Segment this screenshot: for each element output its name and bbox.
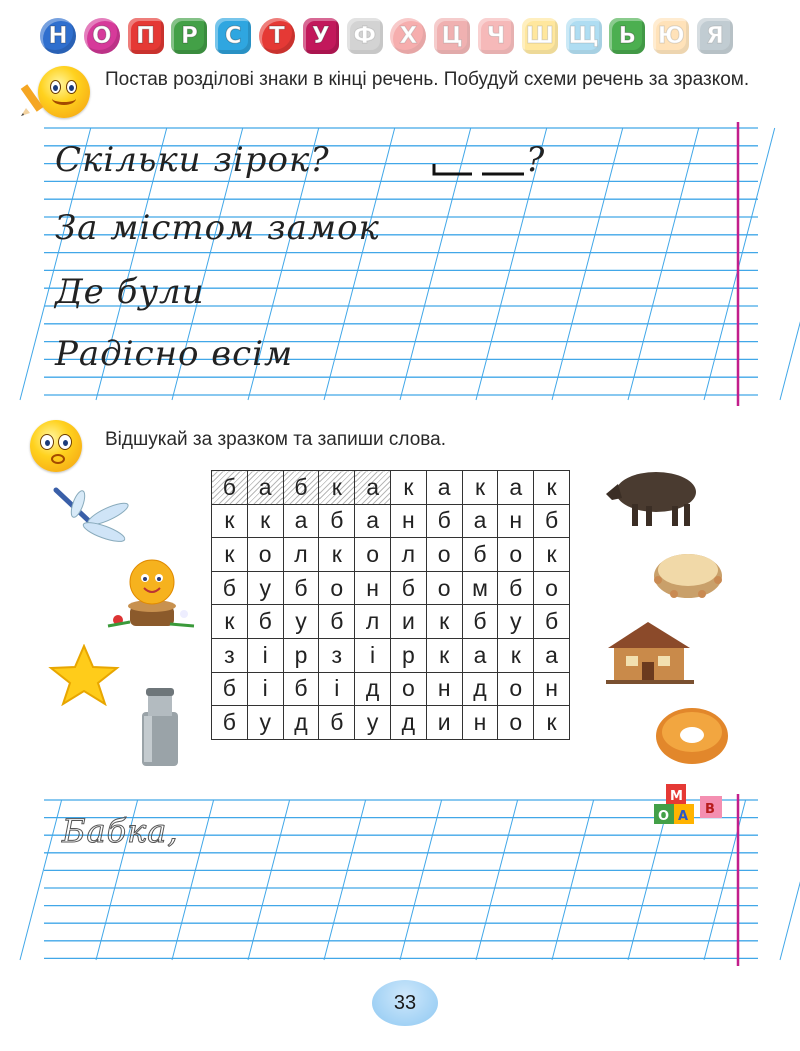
grid-cell: к [426, 605, 462, 639]
alphabet-letter: О [84, 18, 120, 54]
grid-cell: о [498, 672, 534, 706]
grid-cell: а [462, 504, 498, 538]
letter-cubes-picture [652, 782, 728, 828]
grid-cell: к [212, 538, 248, 572]
grid-cell: о [426, 571, 462, 605]
boar-picture [604, 460, 714, 530]
alphabet-letter: Х [390, 18, 426, 54]
sentence-1: Скільки зірок? [55, 140, 330, 180]
grid-cell: у [498, 605, 534, 639]
grid-cell: л [390, 538, 426, 572]
alphabet-letter: Н [40, 18, 76, 54]
page-number: 33 [372, 980, 438, 1026]
grid-cell: д [390, 706, 426, 740]
cube-o: О [658, 809, 670, 824]
cube-m: М [670, 789, 683, 804]
grid-cell: о [247, 538, 283, 572]
alphabet-letter: Щ [566, 18, 602, 54]
milk-can-picture [134, 684, 186, 770]
grid-cell: к [319, 471, 355, 505]
grid-cell: а [498, 471, 534, 505]
cube-v: В [705, 802, 715, 817]
slant-line [20, 800, 62, 960]
grid-cell: а [283, 504, 319, 538]
house-picture [598, 618, 700, 688]
sentence-4: Радісно всім [55, 334, 294, 374]
slant-line [780, 128, 800, 400]
grid-cell: к [534, 538, 570, 572]
slant-line [248, 800, 290, 960]
alphabet-letter: Ф [347, 18, 383, 54]
grid-row [212, 538, 570, 572]
slant-line [552, 800, 594, 960]
grid-cell: к [390, 471, 426, 505]
grid-cell: р [390, 638, 426, 672]
slant-line [400, 800, 442, 960]
grid-cell: к [534, 706, 570, 740]
grid-row [212, 605, 570, 639]
grid-cell: к [498, 638, 534, 672]
grid-cell: о [498, 706, 534, 740]
grid-cell: б [283, 571, 319, 605]
grid-cell: б [212, 471, 248, 505]
grid-cell: і [247, 638, 283, 672]
grid-cell: д [283, 706, 319, 740]
grid-cell: к [462, 471, 498, 505]
grid-cell: і [355, 638, 391, 672]
grid-cell: б [319, 706, 355, 740]
grid-cell: д [462, 672, 498, 706]
alphabet-letter: Ь [609, 18, 645, 54]
grid-row [212, 706, 570, 740]
grid-cell: л [283, 538, 319, 572]
grid-cell: б [319, 605, 355, 639]
grid-cell: і [319, 672, 355, 706]
grid-cell: б [212, 706, 248, 740]
grid-cell: у [283, 605, 319, 639]
grid-cell: и [426, 706, 462, 740]
grid-cell: н [462, 706, 498, 740]
word-search-grid [211, 470, 570, 740]
grid-cell: к [319, 538, 355, 572]
grid-cell: к [247, 504, 283, 538]
alphabet-letter: П [128, 18, 164, 54]
grid-row [212, 672, 570, 706]
kolobok-picture [100, 556, 200, 632]
scheme-question-mark: ? [526, 140, 546, 180]
cube-a: А [678, 809, 689, 824]
grid-cell: д [355, 672, 391, 706]
grid-cell: а [534, 638, 570, 672]
grid-cell: б [390, 571, 426, 605]
grid-cell: б [426, 504, 462, 538]
slant-line [476, 800, 518, 960]
smiley-thinking-icon [30, 420, 82, 472]
slant-line [324, 800, 366, 960]
grid-cell: к [534, 471, 570, 505]
grid-cell: з [212, 638, 248, 672]
sentence-2: За містом замок [55, 208, 380, 248]
grid-cell: л [355, 605, 391, 639]
alphabet-letter: У [303, 18, 339, 54]
dragonfly-picture [50, 482, 132, 548]
grid-cell: б [283, 471, 319, 505]
grid-cell: з [319, 638, 355, 672]
grid-cell: а [355, 504, 391, 538]
grid-cell: а [426, 471, 462, 505]
alphabet-letter: Ц [434, 18, 470, 54]
grid-cell: і [247, 672, 283, 706]
grid-cell: а [247, 471, 283, 505]
grid-cell: о [534, 571, 570, 605]
grid-cell: б [498, 571, 534, 605]
grid-cell: о [426, 538, 462, 572]
grid-cell: б [212, 672, 248, 706]
grid-row [212, 571, 570, 605]
grid-cell: б [212, 571, 248, 605]
alphabet-letter: Ш [522, 18, 558, 54]
alphabet-letter: Ч [478, 18, 514, 54]
grid-row [212, 471, 570, 505]
sentence-3: Де були [55, 272, 205, 312]
grid-cell: б [534, 605, 570, 639]
task2-instruction: Відшукай за зразком та запиши слова. [105, 429, 446, 450]
grid-cell: н [426, 672, 462, 706]
grid-cell: о [390, 672, 426, 706]
grid-cell: б [534, 504, 570, 538]
grid-row [212, 638, 570, 672]
grid-cell: б [247, 605, 283, 639]
grid-cell: б [462, 605, 498, 639]
grid-cell: а [462, 638, 498, 672]
task1-instruction: Постав розділові знаки в кінці речень. Побудуй схеми речень за зразком. [105, 69, 750, 90]
alphabet-letter: Т [259, 18, 295, 54]
slant-line [780, 800, 800, 960]
alphabet-letter: С [215, 18, 251, 54]
grid-cell: о [355, 538, 391, 572]
grid-cell: у [355, 706, 391, 740]
alphabet-letter: Я [697, 18, 733, 54]
grid-cell: б [319, 504, 355, 538]
grid-cell: к [426, 638, 462, 672]
grid-cell: м [462, 571, 498, 605]
sample-answer: Бабка, [62, 812, 179, 850]
grid-cell: н [498, 504, 534, 538]
grid-cell: и [390, 605, 426, 639]
alphabet-letter: Р [171, 18, 207, 54]
grid-row [212, 504, 570, 538]
grid-cell: о [319, 571, 355, 605]
grid-cell: б [283, 672, 319, 706]
bagel-picture [652, 702, 732, 768]
tambourine-picture [650, 546, 726, 606]
grid-cell: у [247, 706, 283, 740]
grid-cell: у [247, 571, 283, 605]
alphabet-letter: Ю [653, 18, 689, 54]
star-picture [46, 644, 122, 706]
grid-cell: н [390, 504, 426, 538]
grid-cell: н [355, 571, 391, 605]
grid-cell: б [462, 538, 498, 572]
grid-cell: а [355, 471, 391, 505]
grid-cell: р [283, 638, 319, 672]
grid-cell: о [498, 538, 534, 572]
grid-cell: к [212, 605, 248, 639]
grid-cell: н [534, 672, 570, 706]
grid-cell: к [212, 504, 248, 538]
